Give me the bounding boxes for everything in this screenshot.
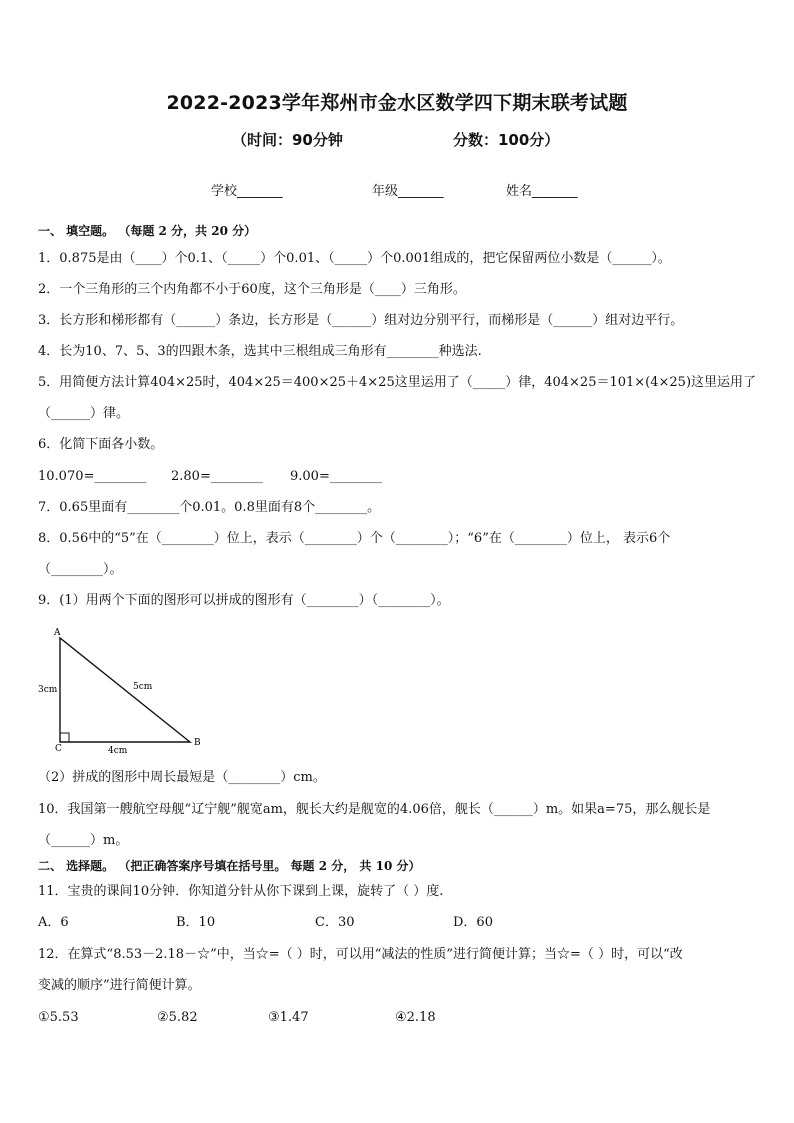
page-title: 2022-2023学年郑州市金水区数学四下期末联考试题: [166, 92, 628, 114]
vertex-label-c: C: [55, 744, 62, 754]
question-10-line-2: （______）m。: [38, 833, 129, 848]
triangle-shape: [60, 638, 190, 742]
side-label-ac: 3cm: [38, 685, 58, 695]
exam-score: 分数：100分）: [453, 131, 560, 149]
question-6-item-b: 2.80=________: [171, 469, 263, 484]
question-11-option-c: C．30: [315, 915, 355, 930]
question-12-option-1: ①5.53: [38, 1010, 79, 1025]
question-12-option-3: ③1.47: [268, 1010, 309, 1025]
section-heading-multiple-choice: 二、 选择题。 （把正确答案序号填在括号里。 每题 2 分， 共 10 分）: [38, 859, 421, 873]
question-6: 6．化简下面各小数。: [38, 437, 164, 452]
vertex-label-b: B: [194, 738, 201, 748]
vertex-label-a: A: [54, 628, 61, 638]
right-angle-marker: [60, 733, 69, 742]
question-11-option-d: D．60: [453, 915, 493, 930]
side-label-ab: 5cm: [133, 682, 153, 692]
right-triangle-figure: [36, 625, 216, 755]
question-12-option-4: ④2.18: [395, 1010, 436, 1025]
question-12-line-2: 变减的顺序”进行简便计算。: [38, 978, 201, 993]
exam-time: （时间：90分钟: [232, 131, 343, 149]
question-8-line-2: （________）。: [38, 562, 123, 577]
question-7: 7．0.65里面有________个0.01。0.8里面有8个________。: [38, 500, 381, 515]
question-11-option-a: A．6: [38, 915, 69, 930]
question-6-item-a: 10.070=________: [38, 469, 147, 484]
section-heading-fill-in: 一、 填空题。 （每题 2 分，共 20 分）: [38, 224, 257, 238]
question-9-part-1: 9．(1）用两个下面的图形可以拼成的图形有（________）（________）。: [38, 593, 450, 608]
question-10-line-1: 10．我国第一艘航空母舰“辽宁舰”舰宽am，舰长大约是舰宽的4.06倍，舰长（______）m。如果a=75，那么舰长是: [38, 802, 711, 817]
question-11: 11．宝贵的课间10分钟．你知道分针从你下课到上课，旋转了（ ）度.: [38, 884, 444, 899]
question-5-line-1: 5．用简便方法计算404×25时，404×25＝400×25＋4×25这里运用了（_____）律，404×25＝101×(4×25)这里运用了: [38, 375, 757, 390]
question-2: 2．一个三角形的三个内角都不小于60度，这个三角形是（____）三角形。: [38, 282, 466, 297]
question-12-option-2: ②5.82: [157, 1010, 198, 1025]
question-8-line-1: 8．0.56中的“5”在（________）位上，表示（________）个（________）；“6”在（________）位上， 表示6个: [38, 531, 671, 546]
question-5-line-2: （______）律。: [38, 406, 130, 421]
question-12-line-1: 12．在算式“8.53－2.18－☆”中，当☆=（ ）时，可以用“减法的性质”进行简便计算；当☆=（ ）时，可以“改: [38, 947, 683, 962]
question-11-option-b: B．10: [176, 915, 216, 930]
question-4: 4．长为10、7、5、3的四跟木条，选其中三根组成三角形有________种选法.: [38, 344, 482, 359]
question-3: 3．长方形和梯形都有（______）条边，长方形是（______）组对边分别平行，而梯形是（______）组对边平行。: [38, 313, 684, 328]
side-label-cb: 4cm: [108, 746, 128, 755]
grade-field: 年级_______: [372, 184, 444, 199]
question-6-item-c: 9.00=________: [290, 469, 382, 484]
name-field: 姓名_______: [506, 184, 578, 199]
question-9-part-2: （2）拼成的图形中周长最短是（________）cm。: [38, 770, 326, 785]
question-1: 1．0.875是由（____）个0.1、（_____）个0.01、（_____）个0.001组成的，把它保留两位小数是（______）。: [38, 251, 671, 266]
school-field: 学校_______: [211, 184, 283, 199]
